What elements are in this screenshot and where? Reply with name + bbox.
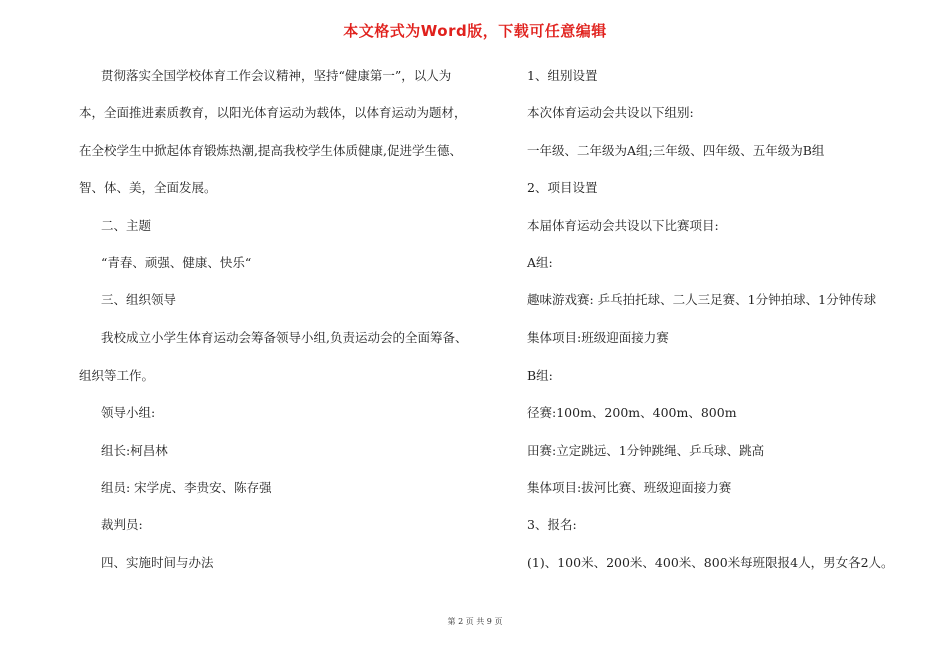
paragraph-line: 我校成立小学生体育运动会筹备领导小组,负责运动会的全面筹备、 [101,330,468,345]
page-number: 第 2 页 共 9 页 [447,617,503,626]
subsection-heading: 3、报名: [527,517,577,532]
paragraph-line: 一年级、二年级为A组;三年级、四年级、五年级为B组 [527,143,825,158]
list-item: 径赛:100m、200m、400m、800m [527,405,737,420]
list-item: 田赛:立定跳远、1分钟跳绳、乒乓球、跳高 [527,443,765,458]
section-heading: 二、主题 [101,218,152,233]
list-item: 集体项目:班级迎面接力赛 [527,330,669,345]
document-banner: 本文格式为Word版，下载可任意编辑 [343,22,607,40]
paragraph-line: 本次体育运动会共设以下组别: [527,105,694,120]
list-item: 集体项目:拔河比赛、班级迎面接力赛 [527,480,732,495]
list-item: 领导小组: [101,405,156,420]
group-label: B组: [527,368,553,383]
paragraph-line: 在全校学生中掀起体育锻炼热潮,提高我校学生体质健康,促进学生德、 [79,143,462,158]
subsection-heading: 1、组别设置 [527,68,598,83]
list-item: 裁判员: [101,517,143,532]
list-item: 趣味游戏赛: 乒乓拍托球、二人三足赛、1分钟拍球、1分钟传球 [527,292,877,307]
section-heading: 四、实施时间与办法 [101,555,214,570]
theme-text: “青春、顽强、健康、快乐“ [101,255,252,270]
list-item: 组员: 宋学虎、李贵安、陈存强 [101,480,272,495]
subsection-heading: 2、项目设置 [527,180,598,195]
paragraph-line: (1)、100米、200米、400米、800米每班限报4人，男女各2人。 [527,555,894,570]
paragraph-line: 本，全面推进素质教育，以阳光体育运动为载体，以体育运动为题材， [79,105,467,120]
paragraph-line: 贯彻落实全国学校体育工作会议精神，坚持“健康第一”，以人为 [101,68,452,83]
paragraph-line: 组织等工作。 [79,368,155,383]
list-item: 组长:柯昌林 [101,443,168,458]
paragraph-line: 智、体、美，全面发展。 [79,180,217,195]
section-heading: 三、组织领导 [101,292,177,307]
paragraph-line: 本届体育运动会共设以下比赛项目: [527,218,719,233]
group-label: A组: [527,255,553,270]
